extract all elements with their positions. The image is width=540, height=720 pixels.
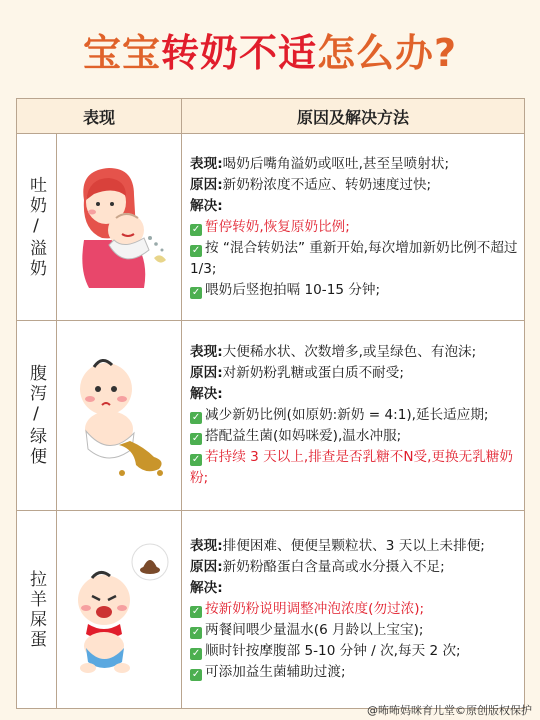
line-text: 两餐间喂少量温水(6 月龄以上宝宝); xyxy=(205,622,424,638)
crying-baby-icon xyxy=(64,538,174,678)
checkmark-icon: ✓ xyxy=(191,627,201,638)
title-part-3: 怎么办? xyxy=(316,31,458,75)
row-text xyxy=(182,338,524,493)
title-part-2: 转奶不适 xyxy=(160,31,317,75)
page-title xyxy=(0,22,540,77)
row-label: 腹泻/绿便 xyxy=(26,364,46,467)
line-text: 若持续 3 天以上,排查是否乳糖不N受,更换无乳糖奶粉; xyxy=(190,449,513,486)
baby-constipation-illustration xyxy=(57,511,182,709)
checkmark-icon: ✓ xyxy=(191,412,201,423)
table-row xyxy=(17,321,525,511)
mother-holding-baby-icon xyxy=(64,160,174,290)
checkmark-icon: ✓ xyxy=(191,433,201,444)
header-solution: 原因及解决方法 xyxy=(182,99,525,134)
line-text: 可添加益生菌辅助过渡; xyxy=(205,664,346,680)
header-symptom: 表现 xyxy=(17,99,182,134)
row-text xyxy=(182,532,524,687)
line-text: 喝奶后嘴角溢奶或呕吐,甚至呈喷射状; xyxy=(222,155,450,172)
line-text: 按 “混合转奶法” 重新开始,每次增加新奶比例不超过 1/3; xyxy=(190,239,518,277)
title-part-1: 宝宝 xyxy=(82,31,161,75)
line-key: 表现: xyxy=(190,155,223,172)
checkmark-icon: ✓ xyxy=(191,669,201,680)
line-text: 按新奶粉说明调整冲泡浓度(勿过浓); xyxy=(205,601,425,617)
checkmark-icon: ✓ xyxy=(191,223,201,235)
copyright-footer: @咘咘妈咪育儿堂©原创版权保护 xyxy=(367,704,532,717)
table-row xyxy=(17,134,525,321)
line-key: 解决: xyxy=(190,197,223,214)
line-key: 表现: xyxy=(190,538,223,554)
line-text: 新奶粉浓度不适应、转奶速度过快; xyxy=(222,176,432,193)
line-key: 原因: xyxy=(190,365,223,381)
table-row xyxy=(17,511,525,709)
line-text: 对新奶粉乳糖或蛋白质不耐受; xyxy=(222,365,404,381)
checkmark-icon: ✓ xyxy=(191,286,201,298)
line-key: 表现: xyxy=(190,344,223,360)
checkmark-icon: ✓ xyxy=(191,606,201,617)
row-text xyxy=(182,150,524,305)
checkmark-icon: ✓ xyxy=(191,454,201,465)
checkmark-icon: ✓ xyxy=(191,648,201,659)
line-text: 减少新奶比例(如原奶:新奶 = 4:1),延长适应期; xyxy=(205,407,489,423)
symptom-table xyxy=(16,98,525,709)
line-key: 解决: xyxy=(190,580,223,596)
line-text: 新奶粉酪蛋白含量高或水分摄入不足; xyxy=(222,559,445,575)
line-key: 原因: xyxy=(190,559,223,575)
checkmark-icon: ✓ xyxy=(191,244,201,256)
line-text: 搭配益生菌(如妈咪爱),温水冲服; xyxy=(205,428,402,444)
table-header-row xyxy=(17,99,525,134)
line-text: 排便困难、便便呈颗粒状、3 天以上未排便; xyxy=(222,538,485,554)
line-text: 暂停转奶,恢复原奶比例; xyxy=(205,218,350,235)
mother-baby-illustration xyxy=(57,134,182,321)
line-text: 喂奶后竖抱拍嗝 10-15 分钟; xyxy=(205,281,381,298)
line-text: 顺时针按摩腹部 5-10 分钟 / 次,每天 2 次; xyxy=(205,643,461,659)
row-label: 吐奶/溢奶 xyxy=(26,175,46,279)
baby-diaper-icon xyxy=(64,349,174,479)
baby-diarrhea-illustration xyxy=(57,321,182,511)
row-label: 拉羊屎蛋 xyxy=(26,569,46,650)
line-text: 大便稀水状、次数增多,或呈绿色、有泡沫; xyxy=(222,344,477,360)
line-key: 解决: xyxy=(190,386,223,402)
line-key: 原因: xyxy=(190,176,223,193)
